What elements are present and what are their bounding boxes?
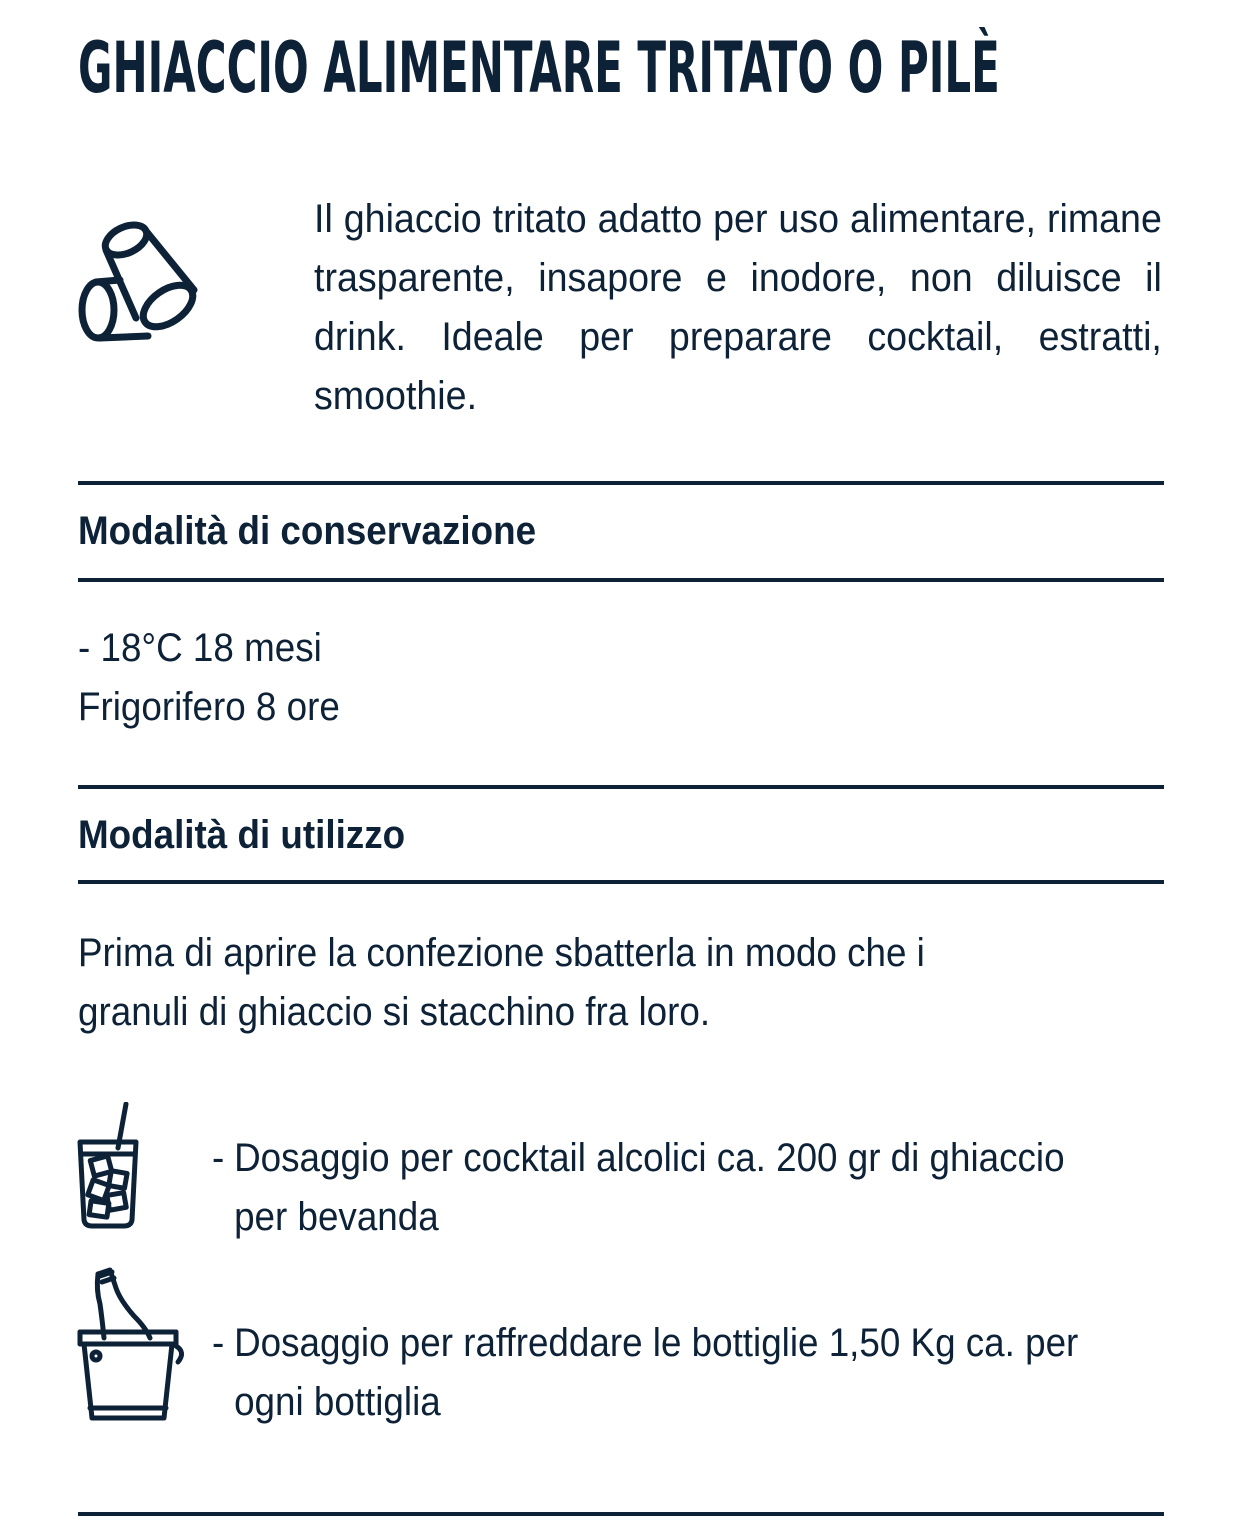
dosage-item-bottles [212, 1314, 1078, 1432]
dosage-text: Dosaggio per raffreddare le bottiglie 1,50 Kg ca. per [234, 1321, 1079, 1365]
divider [78, 1512, 1164, 1516]
page-title: GHIACCIO ALIMENTARE TRITATO O PILÈ [78, 27, 1000, 109]
divider [78, 785, 1164, 789]
section-heading-usage: Modalità di utilizzo [78, 813, 406, 857]
dosage-item-cocktail [212, 1129, 1065, 1247]
bullet-dash: - [212, 1321, 225, 1365]
divider [78, 578, 1164, 582]
conservation-line-freezer: - 18°C 18 mesi [78, 626, 322, 670]
usage-instruction-line: Prima di aprire la confezione sbatterla in modo che i [78, 931, 925, 975]
usage-instruction-line: granuli di ghiaccio si stacchino fra loro. [78, 990, 711, 1034]
cocktail-glass-icon [74, 1102, 142, 1230]
divider [78, 880, 1164, 884]
conservation-line-fridge: Frigorifero 8 ore [78, 685, 340, 729]
dosage-text: Dosaggio per cocktail alcolici ca. 200 gr di ghiaccio [234, 1136, 1065, 1180]
section-heading-conservation: Modalità di conservazione [78, 509, 537, 553]
dosage-text-continuation: ogni bottiglia [234, 1380, 441, 1424]
ice-bucket-bottle-icon [72, 1266, 188, 1430]
bullet-dash: - [212, 1136, 225, 1180]
divider [78, 481, 1164, 485]
dosage-text-continuation: per bevanda [234, 1195, 439, 1239]
intro-description: Il ghiaccio tritato adatto per uso alimentare, rimane trasparente, insapore e inodore, non diluisce il drink. Ideale per preparare cocktail, estratti, smoothie. [314, 197, 1162, 418]
ice-cube-icon [76, 218, 206, 348]
